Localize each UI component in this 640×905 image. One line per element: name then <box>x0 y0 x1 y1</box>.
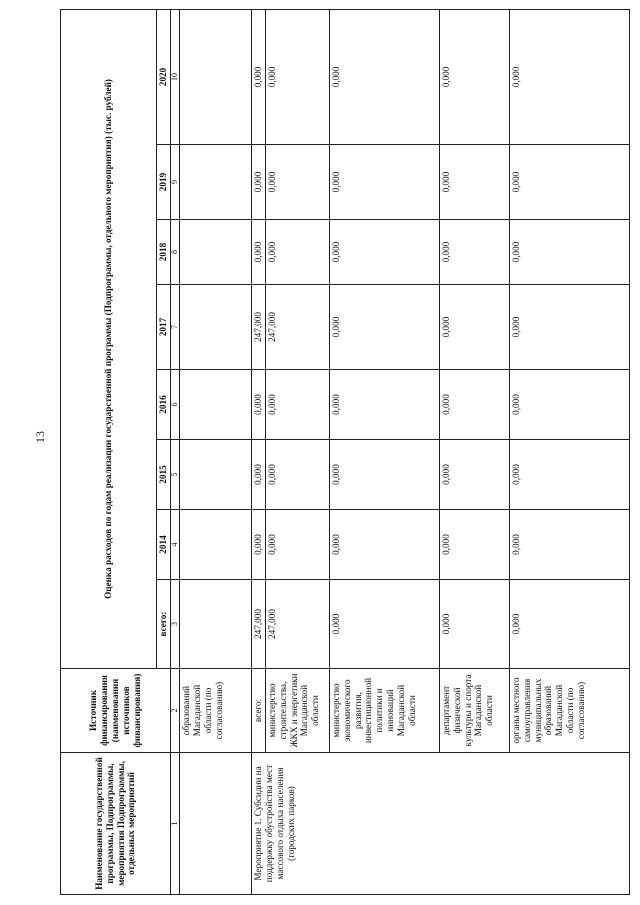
header-year: 2016 <box>157 370 171 440</box>
cell-value: 0,000 <box>509 440 629 510</box>
cell-value: 0,000 <box>439 510 509 580</box>
cell-value: 247,000 <box>252 285 266 370</box>
cell-value <box>180 220 252 285</box>
cell-value <box>180 580 252 669</box>
col-num: 10 <box>171 9 180 144</box>
cell-value: 0,000 <box>329 145 439 220</box>
cell-source: министерство экономического развития, инвестиционной политики и инноваций Магаданской области <box>329 669 439 753</box>
cell-value: 0,000 <box>265 9 329 144</box>
cell-value: 0,000 <box>329 440 439 510</box>
header-year: 2015 <box>157 440 171 510</box>
cell-name <box>180 753 252 895</box>
cell-value: 0,000 <box>252 9 266 144</box>
cell-value <box>180 370 252 440</box>
col-num: 2 <box>171 669 180 753</box>
cell-value: 247,000 <box>252 580 266 669</box>
col-num: 8 <box>171 220 180 285</box>
cell-value: 0,000 <box>439 285 509 370</box>
cell-value: 0,000 <box>265 370 329 440</box>
cell-value: 0,000 <box>439 580 509 669</box>
cell-value: 0,000 <box>265 440 329 510</box>
cell-value: 0,000 <box>329 9 439 144</box>
cell-value <box>180 510 252 580</box>
cell-value: 0,000 <box>439 9 509 144</box>
cell-value <box>180 285 252 370</box>
col-num: 4 <box>171 510 180 580</box>
cell-source: органы местного самоуправления муниципальных образований Магаданской области (по согласованию) <box>509 669 629 753</box>
cell-value: 0,000 <box>252 510 266 580</box>
rotated-page <box>60 10 587 895</box>
header-estimate: Оценка расходов по годам реализации государственной программы (Подпрограммы, отдельного мероприятия) (тыс. рублей) <box>61 9 157 668</box>
header-year: 2020 <box>157 9 171 144</box>
col-num: 9 <box>171 145 180 220</box>
header-total: всего: <box>157 580 171 669</box>
header-year: 2019 <box>157 145 171 220</box>
cell-value: 0,000 <box>252 440 266 510</box>
col-num: 6 <box>171 370 180 440</box>
cell-value <box>180 9 252 144</box>
budget-table <box>60 9 630 895</box>
cell-value: 0,000 <box>329 370 439 440</box>
cell-value <box>180 440 252 510</box>
table-header <box>61 9 180 894</box>
header-name: Наименование государственной программы, Подпрограммы, мероприятия Подпрограммы, отдельных мероприятий <box>61 753 171 895</box>
table-body <box>180 9 630 894</box>
measure-name: Мероприятие 1. Субсидии на поддержку обустройства мест массового отдыха населения (городских парков) <box>252 753 630 895</box>
header-year: 2018 <box>157 220 171 285</box>
cell-value: 0,000 <box>329 220 439 285</box>
cell-source: департамент физической культуры и спорта Магаданской области <box>439 669 509 753</box>
cell-value: 0,000 <box>252 220 266 285</box>
cell-value: 247,000 <box>265 285 329 370</box>
cell-value: 0,000 <box>509 220 629 285</box>
cell-value: 0,000 <box>509 510 629 580</box>
cell-value: 0,000 <box>439 440 509 510</box>
header-year: 2014 <box>157 510 171 580</box>
col-num: 1 <box>171 753 180 895</box>
table-row <box>180 9 252 894</box>
cell-value: 0,000 <box>329 285 439 370</box>
cell-value: 0,000 <box>509 285 629 370</box>
cell-value: 0,000 <box>329 580 439 669</box>
col-num: 5 <box>171 440 180 510</box>
header-source: Источник финансирования (наименования источников финансирования) <box>61 669 171 753</box>
cell-value: 0,000 <box>509 580 629 669</box>
cell-value: 0,000 <box>252 145 266 220</box>
cell-value: 0,000 <box>265 510 329 580</box>
cell-value: 0,000 <box>329 510 439 580</box>
cell-value: 0,000 <box>439 370 509 440</box>
cell-value: 0,000 <box>439 220 509 285</box>
cell-value: 0,000 <box>265 145 329 220</box>
page-number: 13 <box>33 431 47 443</box>
header-year: 2017 <box>157 285 171 370</box>
cell-value: 247,000 <box>265 580 329 669</box>
cell-value: 0,000 <box>252 370 266 440</box>
cell-value: 0,000 <box>439 145 509 220</box>
cell-source: образований Магаданской области (по согласованию) <box>180 669 252 753</box>
cell-value: 0,000 <box>509 370 629 440</box>
col-num: 7 <box>171 285 180 370</box>
table-row <box>252 9 266 894</box>
cell-value: 0,000 <box>509 145 629 220</box>
col-num: 3 <box>171 580 180 669</box>
cell-value: 0,000 <box>509 9 629 144</box>
cell-source: всего: <box>252 669 266 753</box>
cell-value <box>180 145 252 220</box>
cell-source: министерство строительства, ЖКХ и энергетики Магаданской области <box>265 669 329 753</box>
cell-value: 0,000 <box>265 220 329 285</box>
